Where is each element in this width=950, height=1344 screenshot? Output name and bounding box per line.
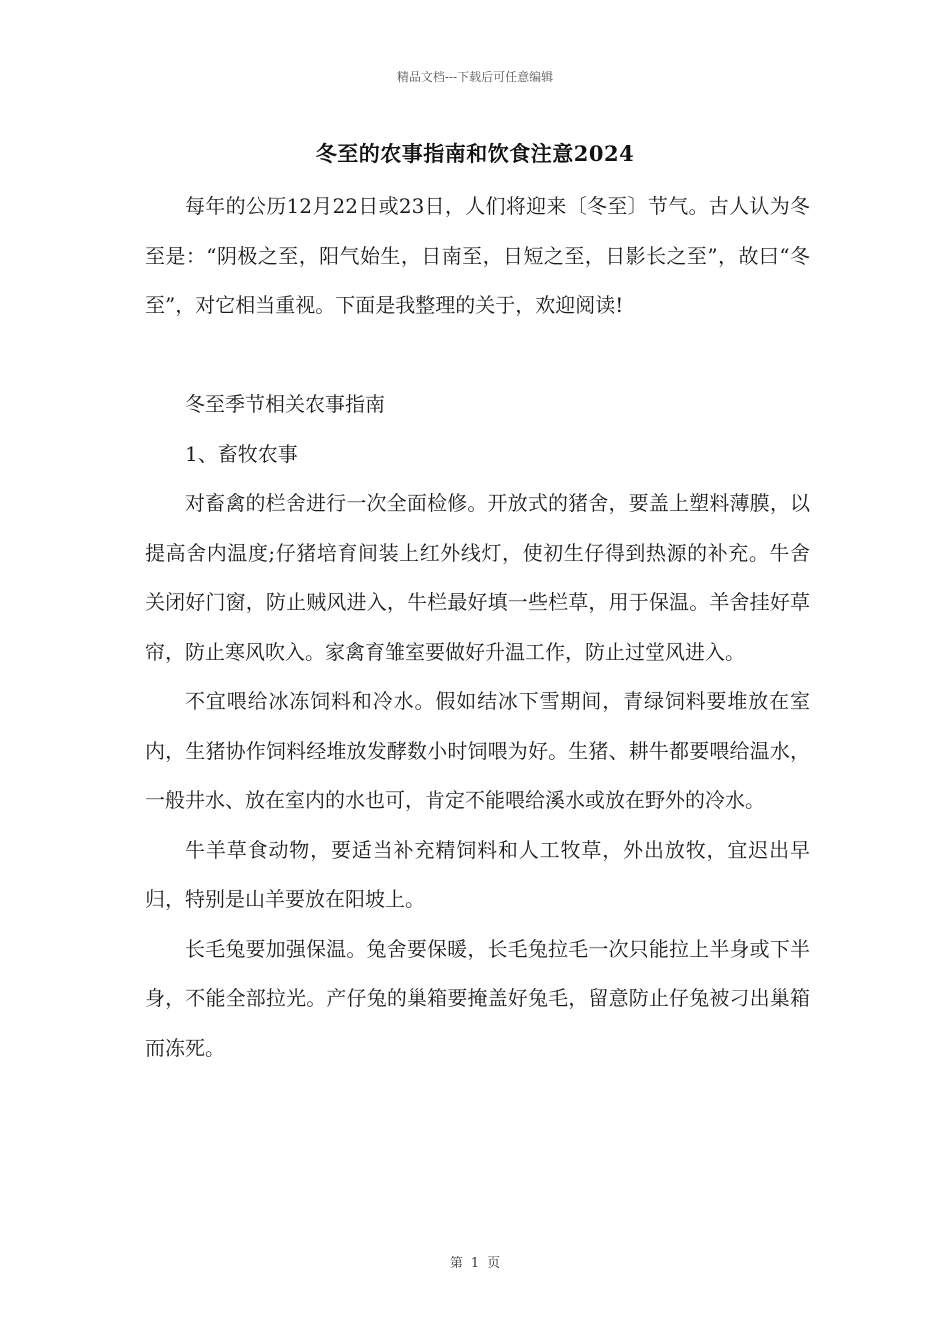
section-heading: 冬至季节相关农事指南 xyxy=(185,392,385,416)
paragraph: 对畜禽的栏舍进行一次全面检修。开放式的猪舍，要盖上塑料薄膜，以提高舍内温度;仔猪培育间装上红外线灯，使初生仔得到热源的补充。牛舍关闭好门窗，防止贼风进入，牛栏最好填一些栏草，用于保温。羊舍挂好草帘，防止寒风吹入。家禽育雏室要做好升温工作，防止过堂风进入。 xyxy=(145,491,810,664)
paragraph: 牛羊草食动物，要适当补充精饲料和人工牧草，外出放牧，宜迟出早归，特别是山羊要放在阳坡上。 xyxy=(145,837,810,911)
page-number: 1 xyxy=(470,1256,480,1271)
blank-line xyxy=(145,331,810,381)
page-number-prefix: 第 xyxy=(449,1256,463,1271)
page-number-suffix: 页 xyxy=(487,1256,501,1271)
subsection-heading: 1、畜牧农事 xyxy=(185,441,298,466)
paragraph: 长毛兔要加强保温。兔舍要保暖，长毛兔拉毛一次只能拉上半身或下半身，不能全部拉光。产仔兔的巢箱要掩盖好兔毛，留意防止仔兔被刁出巢箱而冻死。 xyxy=(145,936,810,1060)
paragraph: 不宜喂给冰冻饲料和冷水。假如结冰下雪期间，青绿饲料要堆放在室内，生猪协作饲料经堆放发酵数小时饲喂为好。生猪、耕牛都要喂给温水，一般井水、放在室内的水也可，肯定不能喂给溪水或放在野外的冷水。 xyxy=(145,689,810,812)
page-footer xyxy=(0,1252,950,1271)
paragraph-intro: 每年的公历12月22日或23日，人们将迎来〔冬至〕节气。古人认为冬至是：“阴极之至，阳气始生，日南至，日短之至，日影长之至”，故曰“冬至”，对它相当重视。下面是我整理的关于，欢迎阅读! xyxy=(145,194,810,317)
document-title: 冬至的农事指南和饮食注意2024 xyxy=(315,141,635,166)
document-body xyxy=(145,182,810,1073)
page-header: 精品文档---下载后可任意编辑 xyxy=(396,70,554,84)
